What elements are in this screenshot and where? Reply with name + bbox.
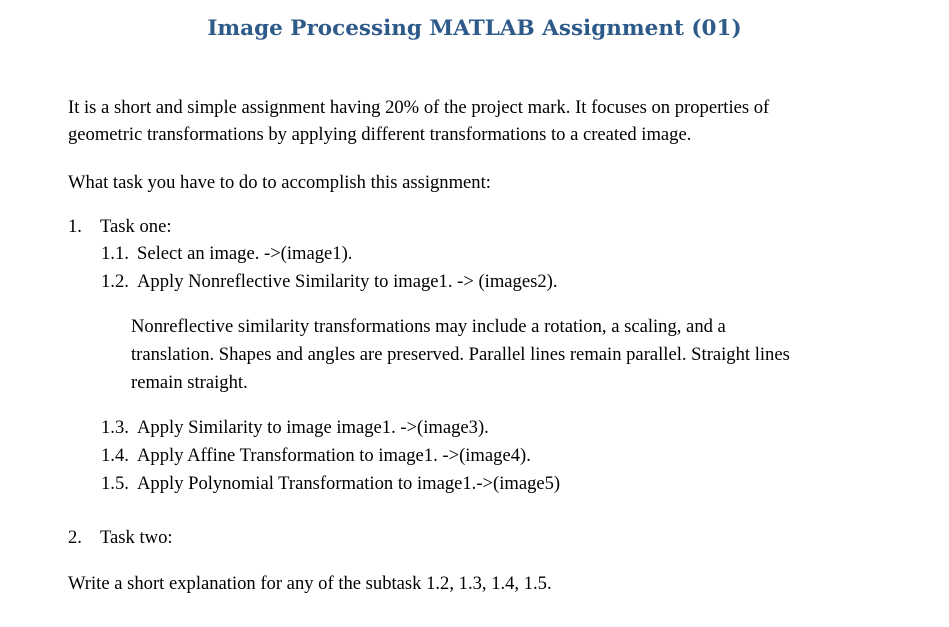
subtask-number: 1.4. (101, 445, 129, 466)
question-text: What task you have to do to accomplish this assignment: (68, 172, 491, 193)
subtask-number: 1.1. (101, 243, 129, 264)
intro-line-2: geometric transformations by applying different transformations to a created image. (68, 124, 692, 145)
subtask-1-1 (101, 240, 352, 268)
subtask-1-2 (101, 268, 557, 296)
task1-label: Task one: (100, 216, 172, 237)
note-line-3: remain straight. (131, 372, 248, 393)
task2-number: 2. (68, 527, 82, 548)
subtask-text: Apply Affine Transformation to image1. ->(image4). (137, 445, 531, 466)
subtask-number: 1.2. (101, 271, 129, 292)
closing-text: Write a short explanation for any of the subtask 1.2, 1.3, 1.4, 1.5. (68, 573, 552, 594)
intro-line-1: It is a short and simple assignment having 20% of the project mark. It focuses on properties of (68, 97, 770, 118)
task2-label: Task two: (100, 527, 173, 548)
subtask-text: Apply Nonreflective Similarity to image1. -> (images2). (137, 271, 558, 292)
subtask-1-4 (101, 442, 531, 470)
note-line-2: translation. Shapes and angles are preserved. Parallel lines remain parallel. Straight lines (131, 344, 790, 365)
subtask-number: 1.5. (101, 473, 129, 494)
subtask-1-5 (101, 470, 560, 498)
task1-number: 1. (68, 216, 82, 237)
document-title: Image Processing MATLAB Assignment (01) (207, 16, 742, 41)
subtask-1-3 (101, 414, 489, 442)
subtask-text: Apply Similarity to image image1. ->(image3). (137, 417, 489, 438)
note-line-1: Nonreflective similarity transformations may include a rotation, a scaling, and a (131, 316, 726, 337)
subtask-text: Apply Polynomial Transformation to image1.->(image5) (137, 473, 561, 494)
subtask-number: 1.3. (101, 417, 129, 438)
subtask-text: Select an image. ->(image1). (137, 243, 353, 264)
